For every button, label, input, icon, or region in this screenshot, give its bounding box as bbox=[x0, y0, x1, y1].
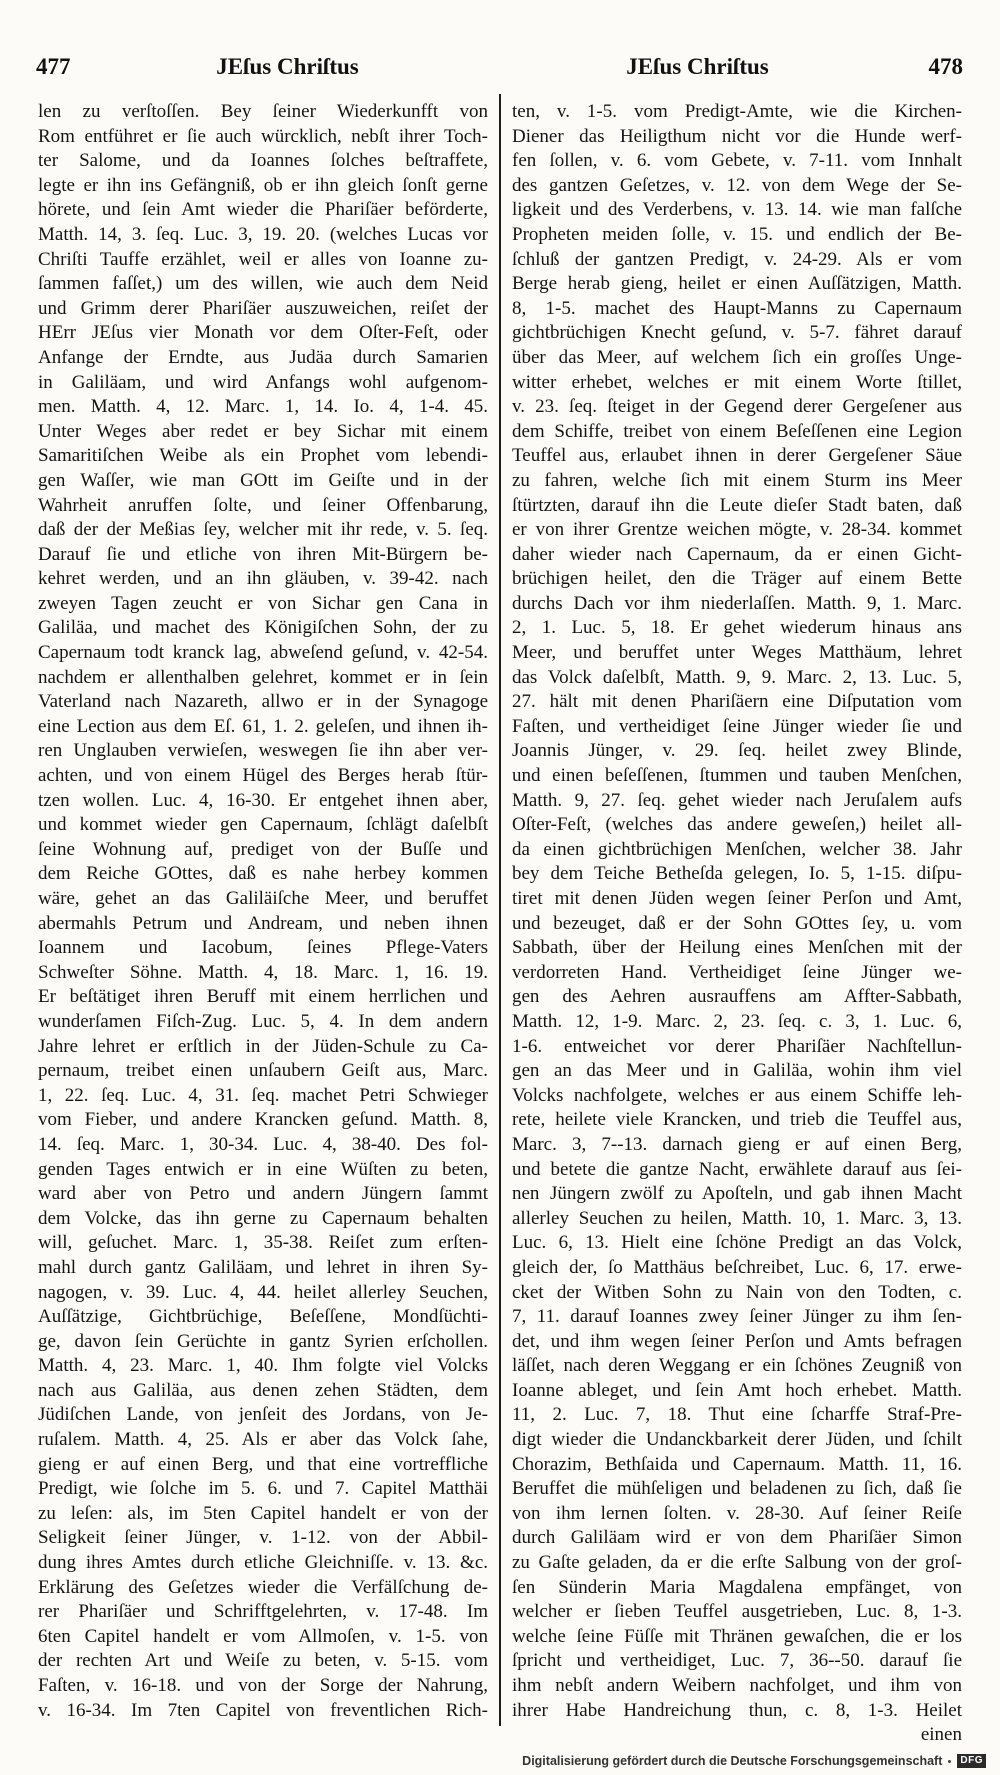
text-line: und kommet wieder gen Capernaum, ſchlägt daſelbſt bbox=[38, 814, 488, 836]
text-line: gen Waſſer, wie man GOtt im Geiſte und in der bbox=[38, 469, 488, 491]
text-line: ſammen faſſet,) um des willen, wie auch dem Neid bbox=[38, 273, 488, 295]
text-line: zu leſen: als, im 5ten Capitel handelt er von der bbox=[38, 1502, 488, 1524]
text-line: Diener das Heiligthum nicht vor die Hunde werf- bbox=[512, 125, 962, 147]
text-line: ſpricht und vertheidiget, Luc. 7, 36--50. darauf ſie bbox=[512, 1650, 962, 1672]
text-line: zu Gaſte geladen, da er die erſte Salbung von der groſ- bbox=[512, 1552, 962, 1574]
text-line: nagogen, v. 39. Luc. 4, 44. heilet allerley Seuchen, bbox=[38, 1281, 488, 1303]
text-line: will, geſuchet. Marc. 1, 35-38. Reiſet zum erſten- bbox=[38, 1232, 488, 1254]
running-title-right: JEſus Chriſtus bbox=[626, 54, 769, 79]
text-line: legte er ihn ins Gefängniß, ob er ihn gleich ſonſt gerne bbox=[38, 174, 488, 196]
text-line: zweyen Tagen zeucht er von Sichar gen Cana in bbox=[38, 592, 488, 614]
text-line: 2, 1. Luc. 5, 18. Er gehet wiederum hinaus ans bbox=[512, 617, 962, 639]
text-line: Joannis Jünger, v. 29. ſeq. heilet zwey Blinde, bbox=[512, 740, 962, 762]
text-line: len zu verſtoſſen. Bey ſeiner Wiederkunfft von bbox=[38, 101, 488, 122]
text-line: 6ten Capitel handelt er vom Allmoſen, v. 1-5. von bbox=[38, 1625, 488, 1647]
text-line: daß der der Meßias ſey, welcher mit ihr rede, v. 5. ſeq. bbox=[38, 519, 488, 541]
text-line: Matth. 4, 23. Marc. 1, 40. Ihm folgte viel Volcks bbox=[38, 1355, 488, 1377]
text-line: Rom entführet er ſie auch würcklich, nebſt ihrer Toch- bbox=[38, 125, 488, 147]
text-line: Er beſtätiget ihren Beruff mit einem herrlichen und bbox=[38, 986, 488, 1008]
text-line: mahl durch gantz Galiläam, und lehret in ihren Sy- bbox=[38, 1256, 488, 1278]
running-title-left: JEſus Chriſtus bbox=[216, 54, 359, 79]
text-line: Faſten, v. 16-18. und von der Sorge der Nahrung, bbox=[38, 1675, 488, 1696]
text-line: eine Lection aus dem Eſ. 61, 1. 2. geleſen, und ihnen ih- bbox=[38, 715, 488, 737]
text-line: gleich der, ſo Matthäus beſchreibet, Luc. 6, 17. erwe- bbox=[512, 1256, 962, 1278]
text-line: Unter Weges aber redet er bey Sichar mit einem bbox=[38, 420, 488, 442]
text-line: nachdem er allenthalben gelehret, kommet er in ſein bbox=[38, 666, 488, 688]
text-line: nach aus Galiläa, aus denen zehen Städten, dem bbox=[38, 1379, 488, 1401]
text-line: läſſet, nach deren Weggang er ein ſchönes Zeugniß von bbox=[512, 1355, 962, 1377]
text-line: 8, 1-5. machet des Haupt-Manns zu Capernaum bbox=[512, 297, 962, 319]
text-line: 27. hält mit denen Phariſäern eine Diſputation vom bbox=[512, 691, 962, 713]
separator-dot bbox=[948, 1760, 951, 1763]
text-line: und bezeuget, daß er der Sohn GOttes ſey, u. vom bbox=[512, 912, 962, 934]
text-line: Schweſter Söhne. Matth. 4, 18. Marc. 1, 16. 19. bbox=[38, 961, 488, 983]
text-line: Vaterland nach Nazareth, allwo er in der Synagoge bbox=[38, 691, 488, 713]
digitization-footer bbox=[522, 1752, 986, 1770]
text-line: Auſſätzige, Gichtbrüchige, Beſeſſene, Mondſüchti- bbox=[38, 1306, 488, 1328]
text-line: dem Volcke, das ihn gerne zu Capernaum behalten bbox=[38, 1207, 488, 1229]
text-line: Samaritiſchen Weibe als ein Prophet vom lebendi- bbox=[38, 445, 488, 467]
text-line: Teuffel aus, erlaubet ihnen in derer Gergeſener Säue bbox=[512, 445, 962, 467]
text-line: ſeine Wohnung auf, prediget von der Buſſe und bbox=[38, 838, 488, 860]
text-line: Sabbath, über der Heilung eines Menſchen mit der bbox=[512, 937, 962, 959]
text-line: tzen wollen. Luc. 4, 16-30. Er entgehet ihnen aber, bbox=[38, 789, 488, 811]
text-line: Chriſti Tauffe erzählet, weil er alles von Ioanne zu- bbox=[38, 248, 488, 270]
text-line: des gantzen Geſetzes, v. 12. von dem Wege der Se- bbox=[512, 174, 962, 196]
text-line: dem Reiche GOttes, daß es nahe herbey kommen bbox=[38, 863, 488, 885]
text-line: Ioannem und Iacobum, ſeines Pflege-Vaters bbox=[38, 937, 488, 959]
text-line: durchs Dach vor ihm niederlaſſen. Matth. 9, 1. Marc. bbox=[512, 592, 962, 614]
text-line: Predigt, wie ſolche im 5. 6. und 7. Capitel Matthäi bbox=[38, 1478, 488, 1500]
text-line: und Grimm derer Phariſäer auszuweichen, reiſet der bbox=[38, 297, 488, 319]
text-line: da einen gichtbrüchigen Menſchen, welcher 38. Jahr bbox=[512, 838, 962, 860]
text-line: abermahls Petrum und Andream, und neben ihnen bbox=[38, 912, 488, 934]
text-line: Jüdiſchen Lande, von jenſeit des Jordans, von Je- bbox=[38, 1404, 488, 1426]
text-line: ihrer Habe Handreichung thun, c. 8, 1-3. Heilet bbox=[512, 1699, 962, 1721]
text-line: Erklärung des Geſetzes wieder die Verfälſchung de- bbox=[38, 1576, 488, 1598]
text-line: dung ihres Amtes durch etliche Gleichniſſe. v. 13. &c. bbox=[38, 1552, 488, 1574]
text-line: welcher er ſieben Teuffel ausgetrieben, Luc. 8, 1-3. bbox=[512, 1601, 962, 1623]
text-line: men. Matth. 4, 12. Marc. 1, 14. Io. 4, 1-4. 45. bbox=[38, 396, 488, 418]
text-line: über das Meer, auf welchem ſich ein groſſes Unge- bbox=[512, 346, 962, 368]
text-line: det, und ihm wegen ſeiner Perſon und Amts befragen bbox=[512, 1330, 962, 1352]
text-line: gen an das Meer und in Galiläa, wohin ihm viel bbox=[512, 1060, 962, 1082]
text-line: Darauf ſie und etliche von ihren Mit-Bürgern be- bbox=[38, 543, 488, 565]
text-line: verdorreten Hand. Vertheidiget ſeine Jünger we- bbox=[512, 961, 962, 983]
text-line: bey dem Teiche Betheſda gelegen, Io. 5, 1-15. diſpu- bbox=[512, 863, 962, 885]
text-line: brüchigen heilet, den die Träger auf einem Bette bbox=[512, 568, 962, 590]
text-line: Faſten, und vertheidiget ſeine Jünger wieder ſie und bbox=[512, 715, 962, 737]
text-line: 14. ſeq. Marc. 1, 30-34. Luc. 4, 38-40. Des fol- bbox=[38, 1133, 488, 1155]
text-line: zu fahren, welche ſich mit einem Sturm ins Meer bbox=[512, 469, 962, 491]
column-divider bbox=[499, 94, 501, 1726]
text-line: ward aber von Petro und andern Jüngern ſammt bbox=[38, 1183, 488, 1205]
text-line: Meer, und beruffet unter Weges Matthäum, lehret bbox=[512, 642, 962, 664]
text-line: Marc. 3, 7--13. darnach gieng er auf einen Berg, bbox=[512, 1133, 962, 1155]
left-column bbox=[38, 100, 488, 1723]
text-line: ren Unglauben verwieſen, weswegen ſie ihn aber ver- bbox=[38, 740, 488, 762]
text-line: Seligkeit ſeiner Jünger, v. 1-12. von der Abbil- bbox=[38, 1527, 488, 1549]
text-line: Berge herab gieng, heilet er einen Auſſätzigen, Matth. bbox=[512, 273, 962, 295]
text-line: gieng er auf einen Berg, und that eine vortreffliche bbox=[38, 1453, 488, 1475]
text-line: das Volck daſelbſt, Matth. 9, 9. Marc. 2, 13. Luc. 5, bbox=[512, 666, 962, 688]
text-line: Ioanne ableget, und ſein Amt hoch erhebet. Matth. bbox=[512, 1379, 962, 1401]
text-line: ſtürtzten, darauf ihn die Leute dieſer Stadt baten, daß bbox=[512, 494, 962, 516]
text-line: 1-6. entweichet vor derer Phariſäer Nachſtellun- bbox=[512, 1035, 962, 1057]
text-line: 11, 2. Luc. 7, 18. Thut eine ſcharffe Straf-Pre- bbox=[512, 1404, 962, 1426]
dfg-logo: DFG bbox=[957, 1754, 986, 1768]
text-line: ihm nebſt andern Weibern nachfolget, und ihm von bbox=[512, 1675, 962, 1696]
text-line: gen des Aehren ausrauffens am Affter-Sabbath, bbox=[512, 986, 962, 1008]
digitization-credit: Digitalisierung gefördert durch die Deutsche Forschungsgemeinschaft bbox=[522, 1754, 943, 1768]
page-number-left: 477 bbox=[36, 54, 71, 79]
text-line: Oſter-Feſt, (welches das andere geweſen,) heilet all- bbox=[512, 814, 962, 836]
text-line: und betete die gantze Nacht, erwählete darauf aus ſei- bbox=[512, 1158, 962, 1180]
text-line: HErr JEſus vier Monath vor dem Oſter-Feſt, oder bbox=[38, 322, 488, 344]
text-line: gichtbrüchigen Knecht geſund, v. 5-7. fähret darauf bbox=[512, 322, 962, 344]
text-line: Chorazim, Bethſaida und Capernaum. Matth. 11, 16. bbox=[512, 1453, 962, 1475]
text-line: und einen beſeſſenen, ſtummen und tauben Menſchen, bbox=[512, 765, 962, 787]
text-line: fen ſollen, v. 6. vom Gebete, v. 7-11. vom Innhalt bbox=[512, 150, 962, 172]
text-line: 1, 22. ſeq. Luc. 4, 31. ſeq. machet Petri Schwieger bbox=[38, 1084, 488, 1106]
text-line: digt wieder die Undanckbarkeit derer Jüden, und ſchilt bbox=[512, 1429, 962, 1451]
right-column bbox=[512, 100, 962, 1748]
text-line: Beruffet die mühſeligen und beladenen zu ſich, daß ſie bbox=[512, 1478, 962, 1500]
text-line: achten, und von einem Hügel des Berges herab ſtür- bbox=[38, 765, 488, 787]
text-line: rete, heilete viele Krancken, und trieb die Teuffel aus, bbox=[512, 1109, 962, 1131]
text-line: 7, 11. darauf Ioannes zwey ſeiner Jünger zu ihm ſen- bbox=[512, 1306, 962, 1328]
text-line: witter erhebet, welches er mit einem Worte ſtillet, bbox=[512, 371, 962, 393]
text-line: wunderſamen Fiſch-Zug. Luc. 5, 4. In dem andern bbox=[38, 1010, 488, 1032]
text-line: vom Fieber, und andere Krancken geſund. Matth. 8, bbox=[38, 1109, 488, 1131]
text-line: Jahre lehret er erſtlich in der Jüden-Schule zu Ca- bbox=[38, 1035, 488, 1057]
catchword: einen bbox=[920, 1724, 962, 1746]
page-number-right: 478 bbox=[928, 54, 963, 79]
text-line: ge, davon ſein Gerüchte in gantz Syrien erſchollen. bbox=[38, 1330, 488, 1352]
text-line: v. 23. ſeq. ſteiget in der Gegend derer Gergeſener aus bbox=[512, 396, 962, 418]
text-line: cket der Witben Sohn zu Nain von den Todten, c. bbox=[512, 1281, 962, 1303]
text-line: ten, v. 1-5. vom Predigt-Amte, wie die Kirchen- bbox=[512, 101, 962, 122]
text-line: Propheten meiden ſolle, v. 15. und endlich der Be- bbox=[512, 223, 962, 245]
text-line: ſchluß der gantzen Predigt, v. 24-29. Als er vom bbox=[512, 248, 962, 270]
text-line: von ihm lernen ſolten. v. 28-30. Auf ſeiner Reiſe bbox=[512, 1502, 962, 1524]
text-line: ſen Sünderin Maria Magdalena empfänget, von bbox=[512, 1576, 962, 1598]
text-line: Luc. 6, 13. Hielt eine ſchöne Predigt an das Volck, bbox=[512, 1232, 962, 1254]
text-line: allerley Seuchen zu heilen, Matth. 10, 1. Marc. 3, 13. bbox=[512, 1207, 962, 1229]
text-line: ligkeit und des Verderbens, v. 13. 14. wie man falſche bbox=[512, 199, 962, 221]
text-line: Wahrheit anruffen ſolte, und ſeiner Offenbarung, bbox=[38, 494, 488, 516]
text-line: nen Jüngern zwölf zu Apoſteln, und gab ihnen Macht bbox=[512, 1183, 962, 1205]
text-line: wäre, gehet an das Galiläiſche Meer, und beruffet bbox=[38, 888, 488, 909]
text-line: durch Galiläam wird er von dem Phariſäer Simon bbox=[512, 1527, 962, 1549]
text-line: in Galiläam, und wird Anfangs wohl aufgenom- bbox=[38, 371, 488, 393]
text-line: Galiläa, und machet des Königiſchen Sohn, der zu bbox=[38, 617, 488, 639]
text-line: rer Phariſäer und Schrifftgelehrten, v. 17-48. Im bbox=[38, 1601, 488, 1623]
text-line: Anfange der Erndte, aus Judäa durch Samarien bbox=[38, 346, 488, 368]
text-line: er von ihrer Grentze weichen mögte, v. 28-34. kommet bbox=[512, 519, 962, 541]
text-line: Matth. 12, 1-9. Marc. 2, 23. ſeq. c. 3, 1. Luc. 6, bbox=[512, 1010, 962, 1032]
text-line: dem Schiffe, treibet von einem Beſeſſenen eine Legion bbox=[512, 420, 962, 442]
text-line: v. 16-34. Im 7ten Capitel von freventlichen Rich- bbox=[38, 1699, 488, 1721]
text-line: genden Tages entwich er in eine Wüſten zu beten, bbox=[38, 1158, 488, 1180]
text-line: pernaum, treibet einen unſaubern Geiſt aus, Marc. bbox=[38, 1060, 488, 1082]
text-line: ruſalem. Matth. 4, 25. Als er aber das Volck ſahe, bbox=[38, 1429, 488, 1451]
text-line: Matth. 9, 27. ſeq. gehet wieder nach Jeruſalem aufs bbox=[512, 789, 962, 811]
text-line: Matth. 14, 3. ſeq. Luc. 3, 19. 20. (welches Lucas vor bbox=[38, 223, 488, 245]
text-line: der rechten Art und Weiſe zu beten, v. 5-15. vom bbox=[38, 1650, 488, 1672]
text-line: tiret mit denen Jüden wegen ſeiner Perſon und Amt, bbox=[512, 888, 962, 909]
text-line: welche ſeine Füſſe mit Thränen gewaſchen, die er los bbox=[512, 1625, 962, 1647]
text-line: hörete, und ſein Amt wieder die Phariſäer beförderte, bbox=[38, 199, 488, 221]
text-line: Volcks nachfolgete, welches er aus einem Schiffe leh- bbox=[512, 1084, 962, 1106]
text-line: ter Salome, und da Ioannes ſolches beſtraffete, bbox=[38, 150, 488, 172]
text-line: daher wieder nach Capernaum, da er einen Gicht- bbox=[512, 543, 962, 565]
text-line: Capernaum todt kranck lag, abweſend geſund, v. 42-54. bbox=[38, 642, 488, 664]
text-line: kehret werden, und an ihn gläuben, v. 39-42. nach bbox=[38, 568, 488, 590]
